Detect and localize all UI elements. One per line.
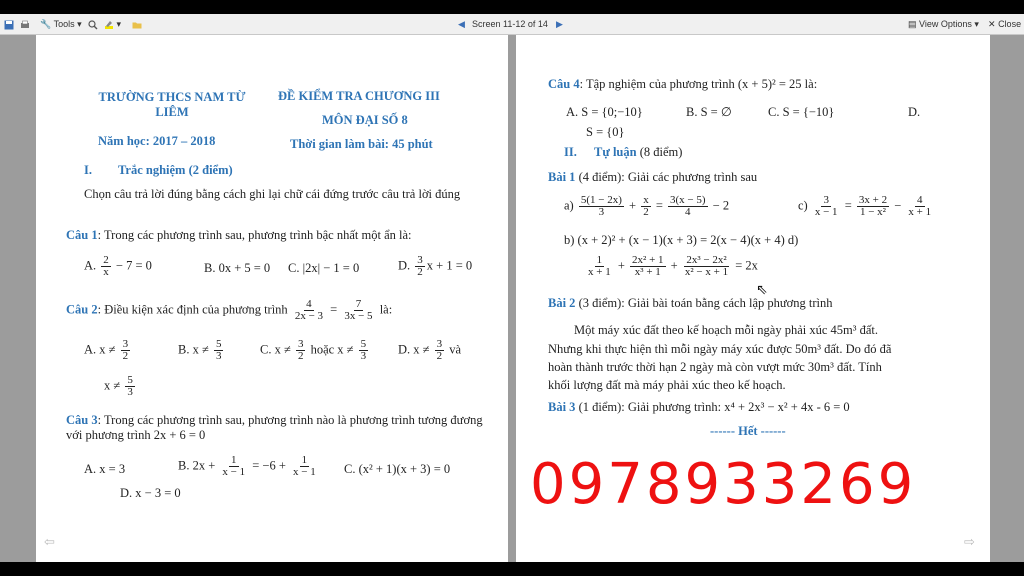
word-problem-line-2: Nhưng khi thực hiện thì mỗi ngày máy xúc được 50m³ đất. Do đó đã bbox=[548, 342, 892, 356]
question-text: : Tập nghiệm của phương trình (x + 5)² = 25 là: bbox=[579, 77, 818, 91]
word-problem-line-1: Một máy xúc đất theo kế hoạch mỗi ngày phải xúc 45m³ đất. bbox=[574, 323, 879, 337]
next-screen-button[interactable] bbox=[556, 17, 563, 31]
question-2: Câu 2: Điều kiện xác định của phương trình $\frac{4}{2x - 3}$ = $\frac{7}{3x - 5}$ là: bbox=[66, 298, 393, 322]
question-1 bbox=[66, 228, 412, 243]
close-icon: ✕ bbox=[988, 19, 996, 29]
end-marker: ------ Hết ------ bbox=[710, 424, 786, 438]
question-text: : Điều kiện xác định của phương trình bbox=[97, 302, 288, 317]
equation-d: $\frac{1}{x + 1}$ + $\frac{\text{2x² + 1}}{\text{x³ + 1}}$ + $\frac{\text{2x³ − 2x²}}{\text{x² − x + 1}}$ = 2x bbox=[588, 254, 758, 278]
subject-title: MÔN ĐẠI SỐ 8 bbox=[322, 113, 408, 127]
q4-option-d: D. bbox=[908, 105, 921, 119]
view-options-icon: ▤ bbox=[908, 19, 917, 29]
tools-label: Tools bbox=[53, 19, 75, 29]
highlight-icon[interactable] bbox=[104, 17, 121, 31]
viewer-toolbar bbox=[0, 14, 1024, 35]
handwritten-phone-number: 0978933269 bbox=[530, 452, 917, 517]
exercise-label: Bài 3 bbox=[548, 400, 576, 414]
q1-option-d: D. $\frac{3}{2}$ x + 1 = 0 bbox=[398, 254, 473, 278]
q1-option-b: B. 0x + 5 = 0 bbox=[204, 261, 271, 275]
q1-option-c: C. |2x| − 1 = 0 bbox=[288, 261, 360, 275]
q4-option-c: C. S = {−10} bbox=[768, 105, 835, 119]
close-button[interactable] bbox=[988, 17, 1021, 31]
q3-option-b: B. 2x + $\frac{1}{x - 1}$ = −6 + $\frac{1}{x - 1}$ bbox=[178, 454, 316, 478]
question-text: : Trong các phương trình sau, phương trình nào là phương trình tương đương với phương trình 2x + 6 = 0 bbox=[66, 413, 483, 442]
q3-option-c: C. (x² + 1)(x + 3) = 0 bbox=[344, 462, 451, 476]
arrow-left-icon: ◀ bbox=[458, 19, 465, 29]
instruction-text: Chọn câu trả lời đúng bằng cách ghi lại chữ cái đứng trước câu trả lời đúng bbox=[84, 187, 461, 201]
screen-indicator: Screen 11-12 of 14 bbox=[472, 19, 548, 29]
exercise-label: Bài 2 bbox=[548, 296, 576, 310]
arrow-right-icon: ▶ bbox=[556, 19, 563, 29]
chevron-down-icon: ▾ bbox=[116, 19, 122, 29]
exercise-text: (4 điểm): Giải các phương trình sau bbox=[578, 170, 758, 184]
research-icon[interactable] bbox=[88, 17, 98, 31]
school-year: Năm học: 2017 – 2018 bbox=[98, 134, 216, 148]
question-4 bbox=[548, 77, 817, 92]
q2-option-a: A. x ≠ $\frac{3}{2}$ bbox=[84, 338, 129, 362]
q2-option-c: C. x ≠ $\frac{3}{2}$ hoặc x ≠ $\frac{5}{3}$ bbox=[260, 338, 367, 362]
equation-a: a) $\frac{5(1 - 2x)}{3}$ + $\frac{x}{2}$ = $\frac{3(x - 5)}{4}$ − 2 bbox=[564, 194, 730, 218]
view-options-menu[interactable] bbox=[908, 17, 979, 31]
question-3 bbox=[66, 413, 486, 443]
wrench-icon: 🔧 bbox=[40, 19, 52, 29]
chevron-down-icon: ▾ bbox=[974, 19, 979, 29]
page-forward-arrow-icon[interactable]: ⇨ bbox=[964, 535, 975, 550]
question-text-end: là: bbox=[379, 302, 393, 317]
exercise-3 bbox=[548, 400, 850, 415]
close-label: Close bbox=[998, 19, 1022, 29]
section-2-heading bbox=[564, 145, 682, 160]
question-label: Câu 4 bbox=[548, 77, 580, 91]
tools-menu[interactable] bbox=[40, 17, 82, 31]
print-icon[interactable] bbox=[20, 17, 30, 31]
exam-title: ĐỀ KIỂM TRA CHƯƠNG III bbox=[278, 89, 440, 103]
document-page-left bbox=[36, 35, 508, 562]
q3-option-a: A. x = 3 bbox=[84, 462, 126, 476]
q1-option-a: A. $\frac{2}{x}$ − 7 = 0 bbox=[84, 254, 152, 278]
q2-option-d-cont: x ≠ $\frac{5}{3}$ bbox=[104, 374, 133, 398]
question-label: Câu 1 bbox=[66, 228, 98, 242]
q2-option-b: B. x ≠ $\frac{5}{3}$ bbox=[178, 338, 222, 362]
exam-duration: Thời gian làm bài: 45 phút bbox=[290, 137, 433, 151]
exercise-text: (3 điểm): Giải bài toán bằng cách lập phương trình bbox=[578, 296, 833, 310]
chevron-down-icon: ▾ bbox=[77, 19, 82, 29]
exercise-label: Bài 1 bbox=[548, 170, 576, 184]
folder-icon[interactable] bbox=[132, 17, 142, 31]
page-back-arrow-icon[interactable]: ⇦ bbox=[44, 535, 55, 550]
word-problem-line-4: khối lượng đất mà máy phải xúc theo kế hoạch. bbox=[548, 378, 786, 392]
word-problem-line-3: hoàn thành trước thời hạn 2 ngày mà còn vượt mức 30m³ đất. Tính bbox=[548, 360, 882, 374]
q3-option-d: D. x − 3 = 0 bbox=[120, 486, 181, 500]
section-number: II. bbox=[564, 145, 577, 159]
q4-option-a: A. S = {0;−10} bbox=[566, 105, 643, 119]
q4-option-b: B. S = ∅ bbox=[686, 105, 732, 119]
section-title: Tự luận bbox=[593, 145, 637, 159]
question-label: Câu 3 bbox=[66, 413, 98, 427]
exercise-text: (1 điểm): Giải phương trình: x⁴ + 2x³ − x² + 4x - 6 = 0 bbox=[578, 400, 850, 414]
question-label: Câu 2 bbox=[66, 302, 98, 317]
school-name: TRƯỜNG THCS NAM TỪ LIÊM bbox=[98, 90, 246, 119]
exercise-2 bbox=[548, 296, 833, 311]
equation-c: c) $\frac{3}{x - 1}$ = $\frac{3x + 2}{\text{1 − x²}}$ − $\frac{4}{x + 1}$ bbox=[798, 194, 932, 218]
exercise-1 bbox=[548, 170, 757, 185]
save-icon[interactable] bbox=[4, 17, 14, 31]
q4-option-d-value: S = {0} bbox=[586, 125, 625, 139]
view-options-label: View Options bbox=[919, 19, 972, 29]
q2-option-d: D. x ≠ $\frac{3}{2}$ và bbox=[398, 338, 462, 362]
section-title: Trắc nghiệm (2 điểm) bbox=[118, 163, 233, 177]
previous-screen-button[interactable] bbox=[458, 17, 465, 31]
section-number: I. bbox=[84, 163, 92, 177]
equation-b: b) (x + 2)² + (x − 1)(x + 3) = 2(x − 4)(x + 4) d) bbox=[564, 233, 799, 247]
section-points: (8 điểm) bbox=[639, 145, 683, 159]
mouse-cursor-icon: ⇖ bbox=[756, 282, 768, 298]
question-text: : Trong các phương trình sau, phương trình bậc nhất một ẩn là: bbox=[97, 228, 412, 242]
